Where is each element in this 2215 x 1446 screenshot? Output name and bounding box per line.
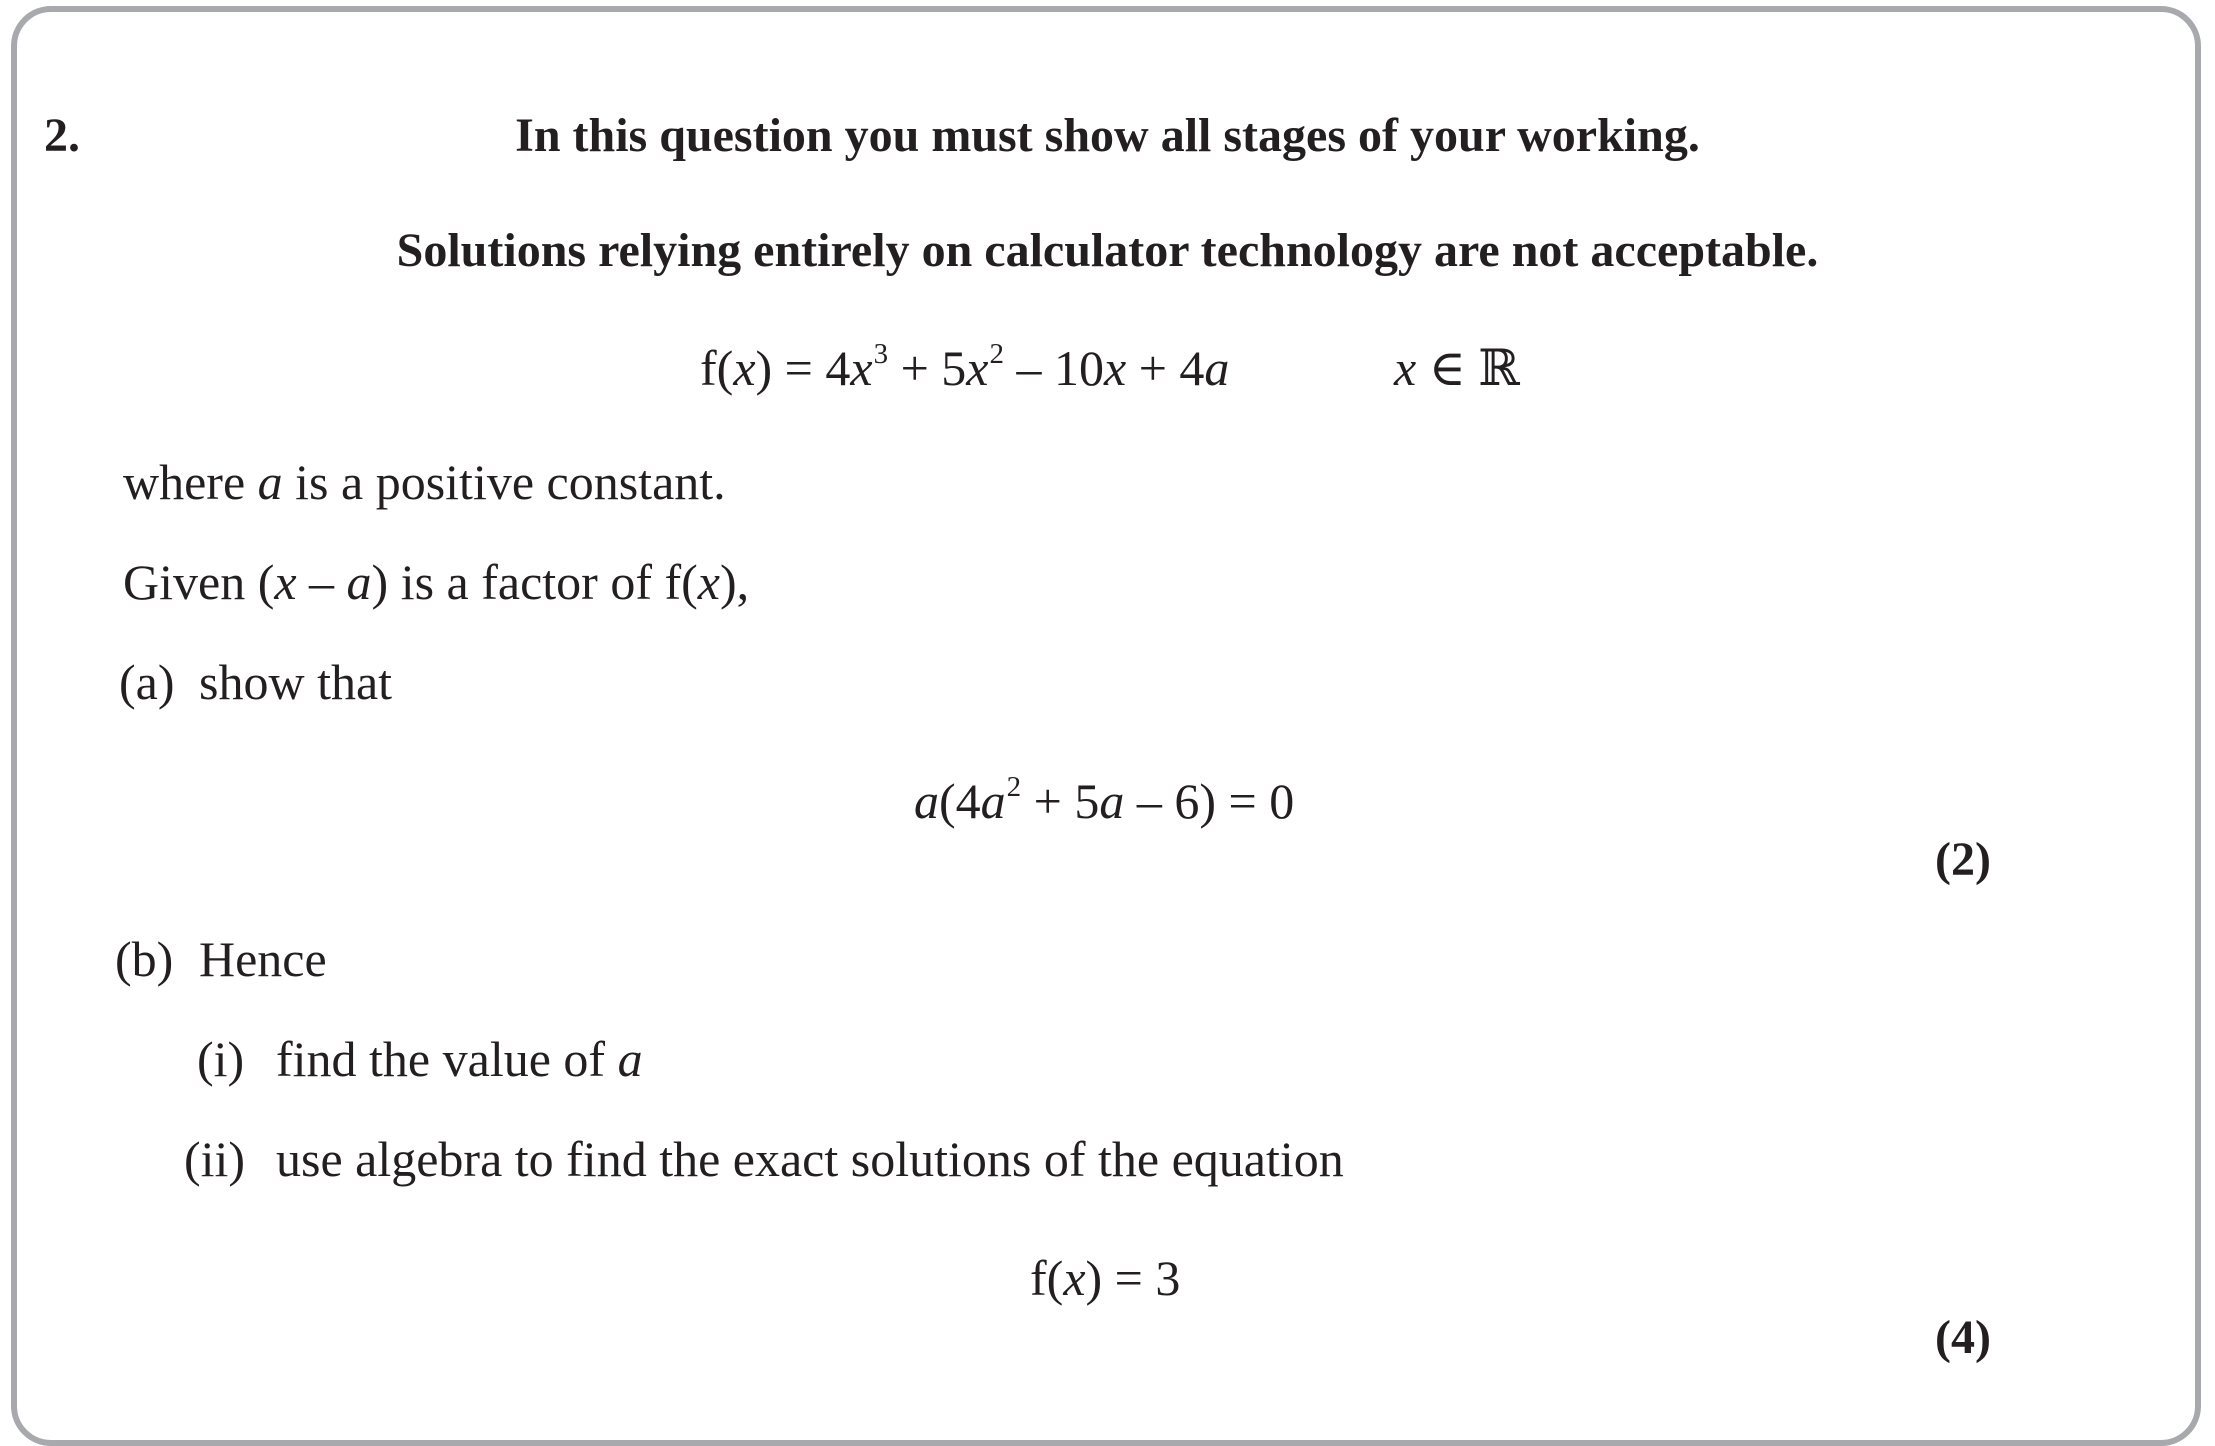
- part-b-i-text: find the value of a: [276, 1031, 643, 1087]
- part-b-label: (b): [115, 931, 174, 987]
- part-b-ii-text: use algebra to find the exact solutions of the equation: [276, 1131, 1344, 1187]
- function-definition: $f(x) = 4x^3 + 5x^2 - 10x + 4a$: [700, 338, 1230, 396]
- part-b-equation: f(x) = 3: [1030, 1250, 1181, 1306]
- part-a-label: (a): [119, 654, 175, 710]
- part-b-text: Hence: [199, 931, 327, 987]
- part-a-text: show that: [199, 654, 393, 710]
- part-b-ii-label: (ii): [184, 1131, 246, 1187]
- part-b-marks: (4): [1935, 1311, 1991, 1364]
- given-statement: Given (x – a) is a factor of f(x),: [123, 554, 750, 610]
- function-domain: x ∈ ℝ: [1394, 340, 1520, 396]
- part-a-equation: $a(4a^2 + 5a - 6) = 0$: [914, 771, 1295, 829]
- function-variable: x: [733, 340, 756, 396]
- instruction-line-1: In this question you must show all stages of your working.: [515, 109, 1700, 162]
- part-b-i-label: (i): [197, 1031, 245, 1087]
- part-a-marks: (2): [1935, 833, 1991, 886]
- instruction-line-2: Solutions relying entirely on calculator technology are not acceptable.: [396, 224, 1819, 277]
- question-frame: [11, 6, 2201, 1446]
- where-statement: where a is a positive constant.: [123, 454, 726, 510]
- function-name: f: [700, 340, 717, 396]
- question-number: 2.: [44, 109, 80, 162]
